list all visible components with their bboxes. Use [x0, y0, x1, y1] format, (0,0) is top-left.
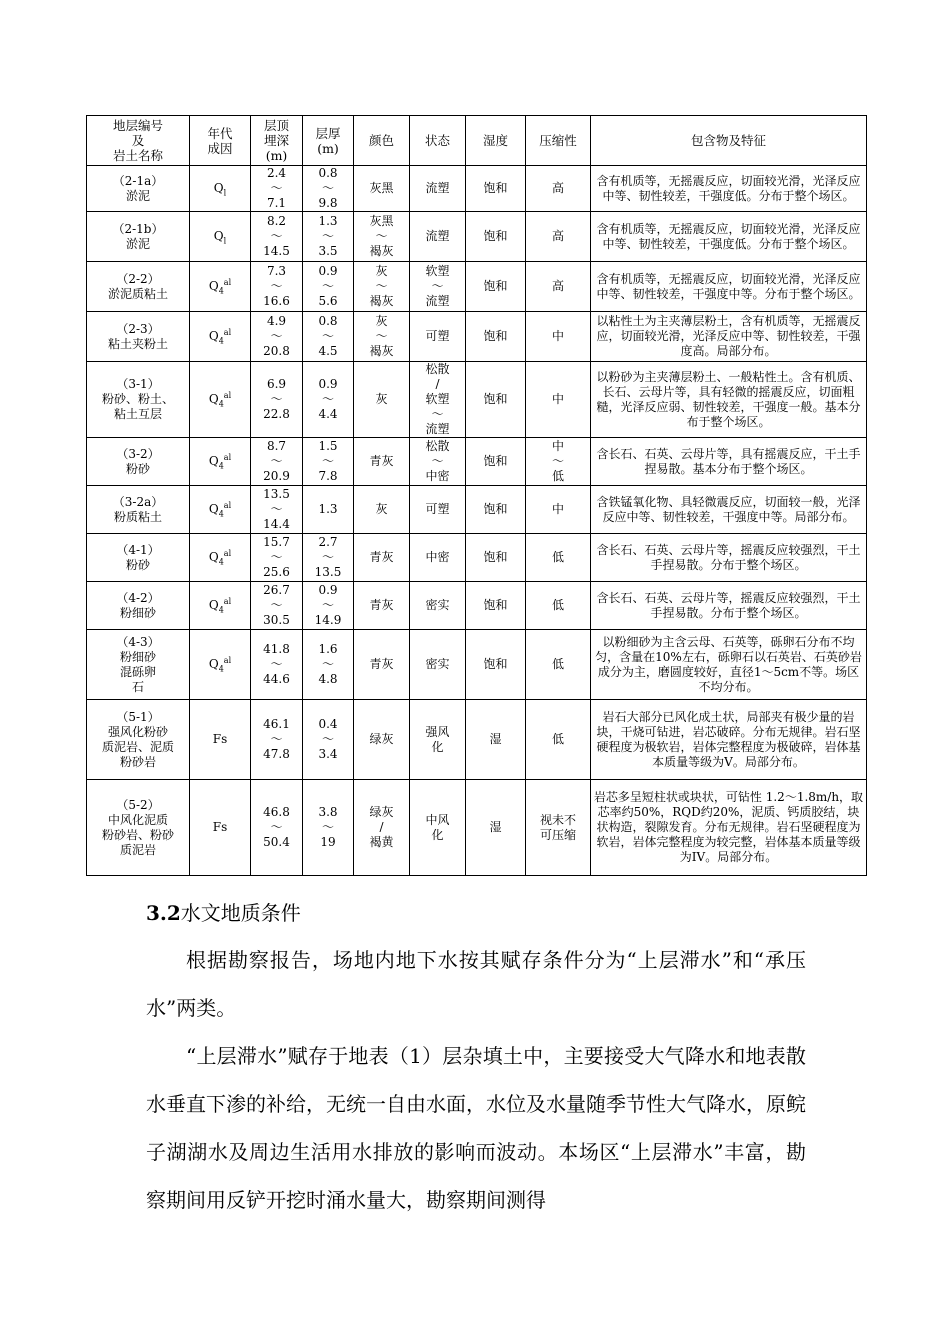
header-features: 包含物及特征	[591, 116, 867, 166]
cell-age	[190, 700, 251, 780]
cell-age	[190, 630, 251, 700]
cell-state: 中密	[410, 534, 466, 582]
cell-state: 流塑	[410, 166, 466, 212]
cell-state: 可塑	[410, 486, 466, 534]
cell-age	[190, 780, 251, 876]
age-superscript: al	[223, 501, 232, 510]
table-row	[87, 312, 867, 362]
cell-humidity: 湿	[466, 700, 526, 780]
cell-layer: （5-1） 强风化粉砂 质泥岩、泥质 粉砂岩	[87, 700, 190, 780]
age-subscript: 4	[218, 664, 224, 674]
cell-thickness: 0.9 ～ 4.4	[303, 362, 354, 438]
cell-depth: 2.4 ～ 7.1	[251, 166, 303, 212]
cell-compressibility: 低	[526, 700, 591, 780]
cell-age	[190, 362, 251, 438]
cell-depth: 7.3 ～ 16.6	[251, 262, 303, 312]
cell-compressibility: 高	[526, 166, 591, 212]
header-depth: 层顶 埋深 (m)	[251, 116, 303, 166]
cell-thickness: 3.8 ～ 19	[303, 780, 354, 876]
age-superscript: al	[223, 549, 232, 558]
table-header-row	[87, 116, 867, 166]
cell-thickness: 1.3 ～ 3.5	[303, 212, 354, 262]
cell-color: 灰黑	[354, 166, 410, 212]
cell-state: 软塑 ～ 流塑	[410, 262, 466, 312]
age-subscript: l	[223, 236, 227, 246]
age-symbol: Q	[208, 279, 219, 293]
cell-layer: （4-2） 粉细砂	[87, 582, 190, 630]
section-heading	[146, 897, 301, 926]
table-row	[87, 780, 867, 876]
cell-age	[190, 486, 251, 534]
cell-thickness: 2.7 ～ 13.5	[303, 534, 354, 582]
age-symbol: Q	[208, 502, 219, 516]
cell-state: 流塑	[410, 212, 466, 262]
cell-depth: 8.7 ～ 20.9	[251, 438, 303, 486]
cell-depth: 6.9 ～ 22.8	[251, 362, 303, 438]
cell-features: 含有机质等，无摇震反应，切面较光滑，光泽反应中等、韧性较差，干强度中等。分布于整个场区。	[591, 262, 867, 312]
cell-color: 青灰	[354, 582, 410, 630]
paragraph-2: “上层滞水”赋存于地表（1）层杂填土中，主要接受大气降水和地表散水垂直下渗的补给，无统一自由水面，水位及水量随季节性大气降水，原鲩子湖湖水及周边生活用水排放的影响而波动。本场区“上层滞水”丰富，勘察期间用反铲开挖时涌水量大，勘察期间测得	[146, 1044, 806, 1212]
age-symbol: Fs	[212, 732, 228, 746]
age-symbol: Q	[208, 550, 219, 564]
strata-table	[86, 115, 867, 876]
cell-layer: （4-1） 粉砂	[87, 534, 190, 582]
cell-humidity: 饱和	[466, 438, 526, 486]
cell-depth: 15.7 ～ 25.6	[251, 534, 303, 582]
cell-color: 灰黑 ～ 褐灰	[354, 212, 410, 262]
age-superscript: al	[223, 278, 232, 287]
cell-compressibility: 中	[526, 312, 591, 362]
header-humidity: 湿度	[466, 116, 526, 166]
cell-color: 灰 ～ 褐灰	[354, 312, 410, 362]
table-row	[87, 630, 867, 700]
cell-humidity: 饱和	[466, 362, 526, 438]
header-color: 颜色	[354, 116, 410, 166]
cell-features: 含有机质等，无摇震反应，切面较光滑，光泽反应中等、韧性较差，干强度低。分布于整个场区。	[591, 166, 867, 212]
age-superscript: al	[223, 328, 232, 337]
age-superscript: al	[223, 656, 232, 665]
cell-compressibility: 高	[526, 212, 591, 262]
cell-state: 可塑	[410, 312, 466, 362]
table-row	[87, 212, 867, 262]
cell-depth: 41.8 ～ 44.6	[251, 630, 303, 700]
cell-layer: （3-2） 粉砂	[87, 438, 190, 486]
age-subscript: 4	[218, 399, 224, 409]
age-superscript: al	[223, 597, 232, 606]
header-age: 年代 成因	[190, 116, 251, 166]
cell-thickness: 0.9 ～ 14.9	[303, 582, 354, 630]
age-subscript: 4	[218, 557, 224, 567]
cell-features: 含铁锰氧化物、具轻微震反应，切面较一般，光泽反应中等、韧性较差，干强度中等。局部分布。	[591, 486, 867, 534]
cell-compressibility: 低	[526, 534, 591, 582]
table-row	[87, 700, 867, 780]
cell-humidity: 饱和	[466, 166, 526, 212]
cell-layer: （4-3） 粉细砂 混砾卵 石	[87, 630, 190, 700]
cell-thickness: 0.8 ～ 4.5	[303, 312, 354, 362]
cell-features: 含长石、石英、云母片等，具有摇震反应，干土手捏易散。基本分布于整个场区。	[591, 438, 867, 486]
age-subscript: 4	[218, 461, 224, 471]
cell-state: 强风 化	[410, 700, 466, 780]
cell-humidity: 饱和	[466, 534, 526, 582]
table-row	[87, 166, 867, 212]
table-row	[87, 438, 867, 486]
cell-layer: （2-2） 淤泥质粘土	[87, 262, 190, 312]
age-symbol: Q	[208, 392, 219, 406]
cell-humidity: 饱和	[466, 630, 526, 700]
cell-depth: 8.2 ～ 14.5	[251, 212, 303, 262]
cell-features: 以粉细砂为主含云母、石英等，砾卵石分布不均匀，含量在10%左右，砾卵石以石英岩、石英砂岩成分为主，磨圆度较好，直径1～5cm不等。场区不均分布。	[591, 630, 867, 700]
cell-features: 岩石大部分已风化成土状，局部夹有极少量的岩块，干烧可钻进，岩芯破碎。分布无规律。岩石坚硬程度为极软岩，岩体完整程度为极破碎，岩体基本质量等级为V。局部分布。	[591, 700, 867, 780]
cell-compressibility: 中 ～ 低	[526, 438, 591, 486]
cell-features: 含有机质等，无摇震反应，切面较光滑，光泽反应中等、韧性较差，干强度低。分布于整个场区。	[591, 212, 867, 262]
cell-age	[190, 212, 251, 262]
table-row	[87, 362, 867, 438]
cell-compressibility: 高	[526, 262, 591, 312]
cell-color: 绿灰	[354, 700, 410, 780]
header-layer: 地层编号 及 岩土名称	[87, 116, 190, 166]
table-row	[87, 486, 867, 534]
cell-thickness: 0.8 ～ 9.8	[303, 166, 354, 212]
table-row	[87, 582, 867, 630]
cell-compressibility: 中	[526, 362, 591, 438]
cell-thickness: 0.4 ～ 3.4	[303, 700, 354, 780]
cell-humidity: 饱和	[466, 582, 526, 630]
cell-depth: 4.9 ～ 20.8	[251, 312, 303, 362]
cell-state: 密实	[410, 582, 466, 630]
age-symbol: Q	[208, 329, 219, 343]
cell-thickness: 1.3	[303, 486, 354, 534]
cell-humidity: 饱和	[466, 312, 526, 362]
cell-state: 松散 ～ 中密	[410, 438, 466, 486]
cell-features: 以粉砂为主夹薄层粉土、一般粘性土。含有机质、长石、云母片等，具有轻微的摇震反应，切面粗糙，光泽反应弱、韧性较差，干强度一般。基本分布于整个场区。	[591, 362, 867, 438]
cell-color: 青灰	[354, 438, 410, 486]
age-subscript: l	[223, 188, 227, 198]
cell-layer: （3-1） 粉砂、粉土、 粘土互层	[87, 362, 190, 438]
cell-age	[190, 166, 251, 212]
cell-layer: （5-2） 中风化泥质 粉砂岩、粉砂 质泥岩	[87, 780, 190, 876]
cell-age	[190, 582, 251, 630]
header-state: 状态	[410, 116, 466, 166]
cell-state: 密实	[410, 630, 466, 700]
table-row	[87, 262, 867, 312]
age-symbol: Q	[213, 181, 224, 195]
cell-layer: （2-1b） 淤泥	[87, 212, 190, 262]
cell-depth: 13.5 ～ 14.4	[251, 486, 303, 534]
table-row	[87, 534, 867, 582]
cell-thickness: 0.9 ～ 5.6	[303, 262, 354, 312]
cell-humidity: 饱和	[466, 262, 526, 312]
cell-color: 灰	[354, 486, 410, 534]
paragraph-1: 根据勘察报告，场地内地下水按其赋存条件分为“上层滞水”和“承压水”两类。	[146, 948, 806, 1020]
cell-compressibility: 视未不 可压缩	[526, 780, 591, 876]
cell-color: 绿灰 / 褐黄	[354, 780, 410, 876]
age-symbol: Q	[208, 598, 219, 612]
cell-humidity: 饱和	[466, 212, 526, 262]
cell-age	[190, 438, 251, 486]
section-title: 水文地质条件	[180, 901, 301, 925]
header-compressibility: 压缩性	[526, 116, 591, 166]
cell-humidity: 湿	[466, 780, 526, 876]
cell-color: 青灰	[354, 630, 410, 700]
age-symbol: Q	[208, 454, 219, 468]
cell-age	[190, 534, 251, 582]
cell-state: 松散 / 软塑 ～ 流塑	[410, 362, 466, 438]
cell-layer: （2-1a） 淤泥	[87, 166, 190, 212]
age-symbol: Fs	[212, 820, 228, 834]
cell-state: 中风 化	[410, 780, 466, 876]
cell-depth: 46.8 ～ 50.4	[251, 780, 303, 876]
age-superscript: al	[223, 391, 232, 400]
cell-features: 以粘性土为主夹薄层粉土，含有机质等，无摇震反应，切面较光滑，光泽反应中等、韧性较差，干强度高。局部分布。	[591, 312, 867, 362]
cell-layer: （3-2a） 粉质粘土	[87, 486, 190, 534]
cell-age	[190, 312, 251, 362]
age-symbol: Q	[213, 229, 224, 243]
section-number: 3.2	[146, 901, 181, 925]
cell-depth: 46.1 ～ 47.8	[251, 700, 303, 780]
age-symbol: Q	[208, 657, 219, 671]
cell-color: 灰 ～ 褐灰	[354, 262, 410, 312]
age-subscript: 4	[218, 605, 224, 615]
cell-thickness: 1.6 ～ 4.8	[303, 630, 354, 700]
cell-color: 青灰	[354, 534, 410, 582]
cell-depth: 26.7 ～ 30.5	[251, 582, 303, 630]
age-subscript: 4	[218, 336, 224, 346]
cell-features: 岩芯多呈短柱状或块状，可钻性 1.2～1.8m/h，取芯率约50%，RQD约20%，泥质、钙质胶结，块状构造，裂隙发育。分布无规律。岩石坚硬程度为软岩，岩体完整程度为较完整，岩体基本质量等级为IV。局部分布。	[591, 780, 867, 876]
age-subscript: 4	[218, 509, 224, 519]
age-subscript: 4	[218, 286, 224, 296]
cell-age	[190, 262, 251, 312]
cell-compressibility: 低	[526, 630, 591, 700]
cell-compressibility: 低	[526, 582, 591, 630]
cell-humidity: 饱和	[466, 486, 526, 534]
cell-compressibility: 中	[526, 486, 591, 534]
cell-color: 灰	[354, 362, 410, 438]
cell-thickness: 1.5 ～ 7.8	[303, 438, 354, 486]
age-superscript: al	[223, 453, 232, 462]
cell-features: 含长石、石英、云母片等，摇震反应较强烈，干土手捏易散。分布于整个场区。	[591, 582, 867, 630]
cell-features: 含长石、石英、云母片等，摇震反应较强烈，干土手捏易散。分布于整个场区。	[591, 534, 867, 582]
cell-layer: （2-3） 粘土夹粉土	[87, 312, 190, 362]
header-thickness: 层厚 (m)	[303, 116, 354, 166]
